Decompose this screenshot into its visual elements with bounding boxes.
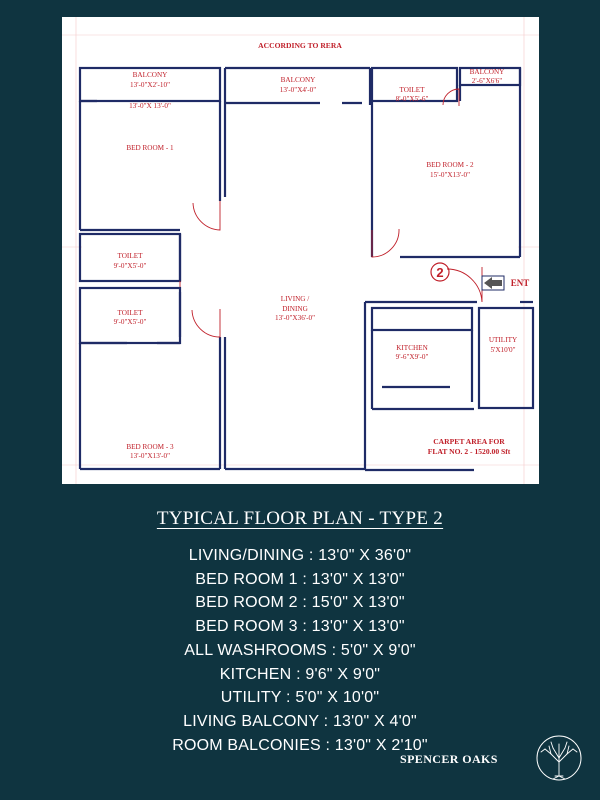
room-dimension-list	[0, 544, 600, 757]
balcony-mid-name: BALCONY	[280, 76, 316, 84]
spec-washrooms: ALL WASHROOMS : 5'0" X 9'0"	[184, 641, 416, 659]
plan-header: ACCORDING TO RERA	[258, 41, 342, 50]
spec-kitchen: KITCHEN : 9'6" X 9'0"	[219, 665, 381, 683]
utility-name: UTILITY	[488, 336, 518, 344]
bed3-dim: 13'-0"X13'-0"	[130, 452, 170, 460]
spec-bedroom-3: BED ROOM 3 : 13'0" X 13'0"	[195, 618, 405, 636]
bed1-size-top: 13'-0"X 13'-0"	[129, 102, 171, 110]
carpet-area-line2: FLAT NO. 2 - 1520.00 Sft	[427, 447, 511, 456]
balcony-right-dim: 2'-6"X6'6"	[471, 77, 503, 85]
bed2-dim: 15'-0"X13'-0"	[430, 171, 470, 179]
toilet1-dim: 9'-0"X5'-0"	[113, 262, 147, 270]
balcony-left-name: BALCONY	[132, 71, 168, 79]
bed1-name: BED ROOM - 1	[126, 144, 174, 152]
bed3-name: BED ROOM - 3	[126, 443, 174, 451]
entrance-label: ENT	[510, 278, 530, 288]
toilet-tr-name: TOILET	[399, 86, 425, 94]
balcony-left-dim: 13'-0"X2'-10"	[130, 81, 170, 89]
carpet-area-line1: CARPET AREA FOR	[433, 437, 505, 446]
plan-walls	[80, 68, 533, 470]
entrance-arrow-icon	[482, 276, 504, 290]
brand-name: SPENCER OAKS	[400, 752, 498, 766]
bed2-name: BED ROOM - 2	[426, 161, 474, 169]
room-labels	[114, 68, 518, 460]
spec-living-dining: LIVING/DINING : 13'0" X 36'0"	[188, 547, 412, 564]
utility-dim: 5'X10'0"	[490, 346, 516, 354]
spec-living-balcony: LIVING BALCONY : 13'0" X 4'0"	[183, 712, 417, 730]
toilet1-name: TOILET	[117, 252, 143, 260]
spec-utility: UTILITY : 5'0" X 10'0"	[220, 689, 380, 707]
spec-room-balconies: ROOM BALCONIES : 13'0" X 2'10"	[172, 736, 428, 754]
living-name2: DINING	[282, 305, 308, 313]
toilet2-dim: 9'-0"X5'-0"	[113, 318, 147, 326]
page-title: TYPICAL FLOOR PLAN - TYPE 2	[156, 508, 444, 529]
spec-bedroom-1: BED ROOM 1 : 13'0" X 13'0"	[195, 570, 405, 588]
balcony-right-name: BALCONY	[469, 68, 505, 76]
balcony-mid-dim: 13'-0"X4'-0"	[279, 86, 317, 94]
tree-logo-icon	[529, 732, 589, 784]
toilet2-name: TOILET	[117, 309, 143, 317]
flat-number: 2	[436, 265, 444, 280]
kitchen-dim: 9'-6"X9'-0"	[395, 353, 429, 361]
living-name: LIVING /	[280, 295, 310, 303]
living-dim: 13'-0"X36'-0"	[275, 314, 315, 322]
floor-plan	[62, 17, 539, 484]
kitchen-name: KITCHEN	[396, 344, 428, 352]
toilet-tr-dim: 8'-0"X5'-6"	[395, 95, 429, 103]
spec-bedroom-2: BED ROOM 2 : 15'0" X 13'0"	[195, 594, 405, 612]
